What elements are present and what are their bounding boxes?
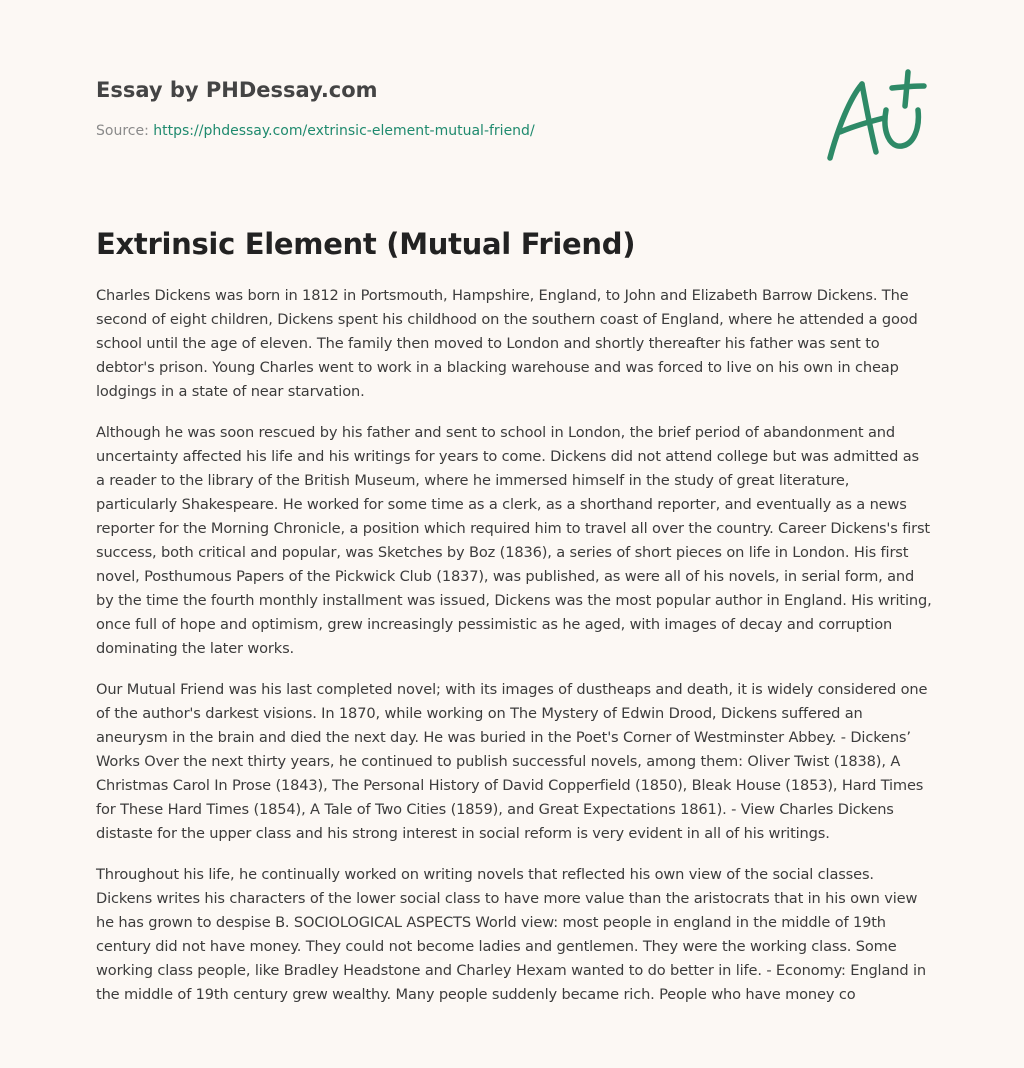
essay-paragraph: Although he was soon rescued by his father and sent to school in London, the brief period of abandonment and uncertainty affected his life and his writings for years to come. Dickens did not attend college but was admitted as a reader to the library of the British Museum, where he immersed himself in the study of great literature, particularly Shakespeare. He worked for some time as a clerk, as a shorthand reporter, and eventually as a news reporter for the Morning Chronicle, a position which required him to travel all over the country. Career Dickens's first success, both critical and popular, was Sketches by Boz (1836), a series of short pieces on life in London. His first novel, Posthumous Papers of the Pickwick Club (1837), was published, as were all of his novels, in serial form, and by the time the fourth monthly installment was issued, Dickens was the most popular author in England. His writing, once full of hope and optimism, grew increasingly pessimistic as he aged, with images of decay and corruption dominating the later works. (96, 424, 932, 657)
site-brand: Essay by PHDessay.com (96, 78, 378, 102)
source-line (96, 122, 796, 140)
source-link[interactable]: https://phdessay.com/extrinsic-element-mutual-friend/ (153, 123, 535, 139)
source-label: Source: (96, 123, 154, 139)
essay-body (96, 284, 932, 1024)
essay-paragraph: Our Mutual Friend was his last completed novel; with its images of dustheaps and death, it is widely considered one of the author's darkest visions. In 1870, while working on The Mystery of Edwin Drood, Dickens suffered an aneurysm in the brain and died the next day. He was buried in the Poet's Corner of Westminster Abbey. - Dickens’ Works Over the next thirty years, he continued to publish successful novels, among them: Oliver Twist (1838), A Christmas Carol In Prose (1843), The Personal History of David Copperfield (1850), Bleak House (1853), Hard Times for These Hard Times (1854), A Tale of Two Cities (1859), and Great Expectations 1861). - View Charles Dickens distaste for the upper class and his strong interest in social reform is very evident in all of his writings. (96, 681, 928, 842)
essay-paragraph: Charles Dickens was born in 1812 in Portsmouth, Hampshire, England, to John and Elizabeth Barrow Dickens. The second of eight children, Dickens spent his childhood on the southern coast of England, where he attended a good school until the age of eleven. The family then moved to London and shortly thereafter his father was sent to debtor's prison. Young Charles went to work in a blacking warehouse and was forced to live on his own in cheap lodgings in a state of near starvation. (96, 287, 918, 400)
essay-paragraph: Throughout his life, he continually worked on writing novels that reflected his own view of the social classes. Dickens writes his characters of the lower social class to have more value than the aristocrats that in his own view he has grown to despise B. SOCIOLOGICAL ASPECTS World view: most people in england in the middle of 19th century did not have money. They could not become ladies and gentlemen. They were the working class. Some working class people, like Bradley Headstone and Charley Hexam wanted to do better in life. - Economy: England in the middle of 19th century grew wealthy. Many people suddenly became rich. People who have money co (96, 866, 926, 1003)
essay-title: Extrinsic Element (Mutual Friend) (96, 227, 636, 261)
page-header (96, 76, 796, 140)
a-plus-logo-icon (820, 66, 930, 166)
